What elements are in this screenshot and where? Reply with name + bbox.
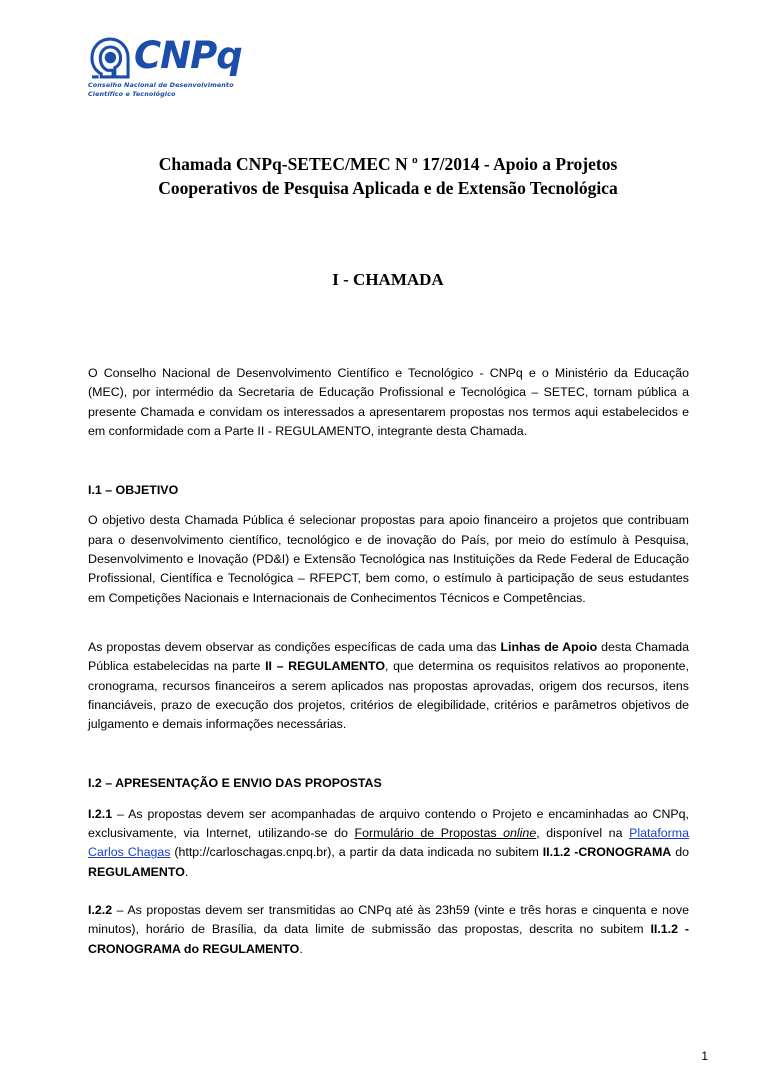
text-run: (http://carloschagas.cnpq.br), a partir da data indicada no subitem (170, 845, 543, 860)
document-title-line-1: Chamada CNPq-SETEC/MEC N º 17/2014 - Apoio a Projetos (158, 154, 618, 174)
spacer (88, 441, 689, 481)
text-run: , que determina os requisitos relativos ao proponente, cronograma, recursos financeiros a serem aplicados nas propostas aprovadas, origem dos recursos, itens financiáveis, prazo de execução dos projetos, critérios de elegibilidade, critérios e parâmetros objetivos de julgamento e demais informações necessárias. (88, 659, 689, 732)
part-heading: I - CHAMADA (332, 270, 444, 289)
document-body (88, 364, 689, 959)
logo-row (88, 36, 263, 80)
intro-paragraph: O Conselho Nacional de Desenvolvimento Científico e Tecnológico - CNPq e o Ministério da Educação (MEC), por intermédio da Secretaria de Educação Profissional e Tecnológica – SETEC, tornam pública a presente Chamada e convidam os interessados a apresentarem propostas nos termos aqui estabelecidos e em conformidade com a Parte II - REGULAMENTO, integrante desta Chamada. (88, 366, 689, 438)
text-run: disponível na (539, 826, 630, 841)
document-title-line-2: Cooperativos de Pesquisa Aplicada e de Extensão Tecnológica (158, 178, 618, 198)
spacer (88, 500, 689, 511)
logo-tagline-line1: Conselho Nacional de Desenvolvimento (88, 81, 234, 89)
bold-run: I.2.1 (88, 806, 113, 821)
bold-run: II – REGULAMENTO (265, 659, 385, 674)
cnpq-head-profile-icon (88, 36, 132, 80)
logo-tagline-line2: Científico e Tecnológico (88, 90, 176, 99)
section-heading-i1: I.1 – OBJETIVO (88, 483, 179, 498)
text-run: – As propostas devem ser acompanhadas de arquivo contendo o Projeto e encaminhadas ao CNPq, exclusivamente, via Internet, utilizando-se do (88, 806, 689, 841)
paragraph-linhas-de-apoio (88, 638, 689, 734)
underline-run: Formulário de Propostas (354, 826, 504, 841)
hyperlink-plataforma-carlos-chagas[interactable]: Plataforma Carlos Chagas (88, 826, 689, 860)
underline-italic-run: online (503, 826, 537, 841)
bold-run: II.1.2 - CRONOGRAMA do REGULAMENTO (88, 922, 690, 956)
paragraph-i21 (88, 805, 689, 882)
text-run: – As propostas devem ser transmitidas ao CNPq até às 23h59 (vinte e três horas e cinquenta e nove minutos), horário de Brasília, da data limite de submissão das propostas, descrita no subitem (88, 902, 689, 937)
text-run: do (671, 845, 689, 860)
text-run: . (184, 864, 189, 879)
text-run: O objetivo desta Chamada Pública é selecionar propostas para apoio financeiro a projetos que contribuam para o desenvolvimento científico, tecnológico e de inovação do País, por meio do estímulo à Pesquisa, Desenvolvimento e Inovação (PD&I) e Extensão Tecnológica nas Instituições da Rede Federal de Educação Profissional, Científica e Tecnológica – RFEPCT, bem como, o estímulo à participação de seus estudantes em Competições Nacionais e Internacionais de Conhecimentos Técnicos e Competências. (88, 513, 689, 605)
paragraph-objetivo (88, 511, 689, 607)
spacer (88, 608, 689, 638)
bold-run: Linhas de Apoio (500, 639, 598, 654)
spacer (88, 882, 689, 901)
underline-run: , (536, 826, 540, 841)
bold-run: II.1.2 -CRONOGRAMA (542, 845, 672, 860)
bold-run: I.2.2 (88, 902, 113, 917)
text-run: As propostas devem observar as condições específicas de cada uma das (88, 639, 501, 654)
logo-wordmark: CNPq (134, 34, 242, 77)
spacer (88, 794, 689, 805)
page-number: 1 (701, 1049, 708, 1063)
spacer (88, 734, 689, 774)
text-run: . (299, 941, 303, 956)
document-title (88, 152, 688, 200)
section-heading-i2: I.2 – APRESENTAÇÃO E ENVIO DAS PROPOSTAS (88, 776, 382, 791)
text-run: desta Chamada Pública estabelecidas na parte (88, 639, 689, 674)
paragraph-i22 (88, 901, 689, 959)
bold-run: REGULAMENTO (88, 864, 185, 879)
cnpq-logo (88, 36, 263, 98)
